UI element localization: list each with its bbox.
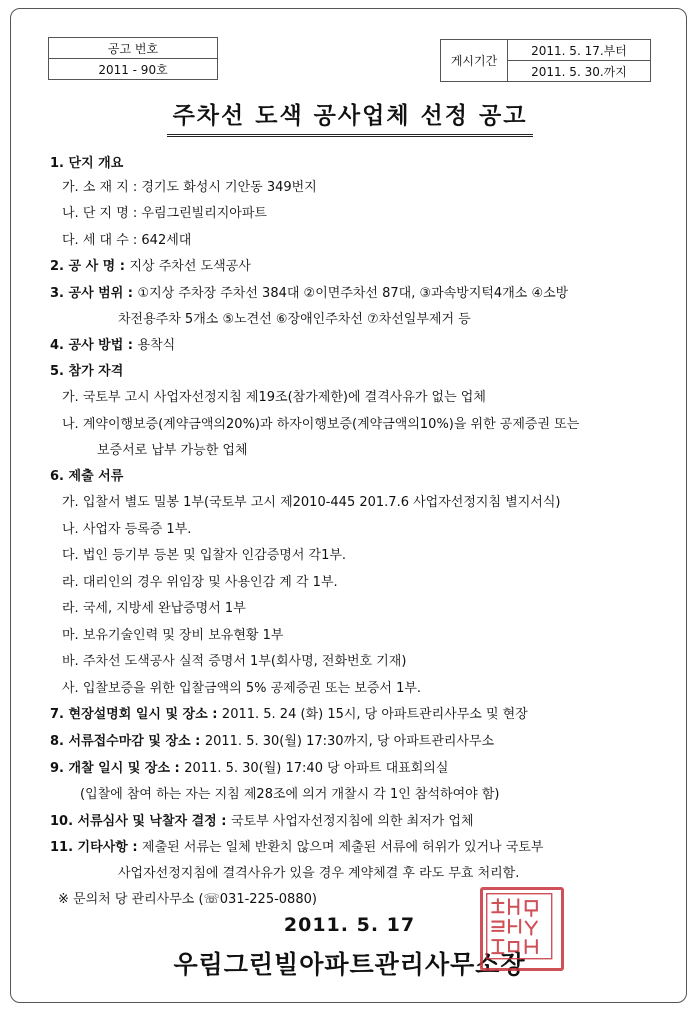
document-item: 마. 보유기술인력 및 장비 보유현황 1부	[62, 628, 284, 643]
section-10-line	[50, 813, 474, 831]
scope-line-1: ①지상 주차장 주차선 384대 ②이면주차선 87대, ③과속방지턱4개소 ④소방	[137, 286, 569, 301]
site-address: 가. 소 재 지 : 경기도 화성시 기안동 349번지	[62, 180, 317, 195]
qualification-a: 가. 국토부 고시 사업자선정지침 제19조(참가제한)에 결격사유가 없는 업체	[62, 390, 486, 405]
section-5-heading: 5. 참가 자격	[50, 364, 124, 379]
section-7-heading: 7. 현장설명회 일시 및 장소 :	[50, 707, 222, 722]
qualification-b-line-1: 나. 계약이행보증(계약금액의20%)과 하자이행보증(계약금액의10%)을 위한 공제증권 또는	[62, 417, 580, 432]
selection-method: 국토부 사업자선정지침에 의한 최저가 업체	[230, 814, 474, 829]
section-8-heading: 8. 서류접수마감 및 장소 :	[50, 734, 205, 749]
section-2-line	[50, 258, 251, 276]
section-2-heading: 2. 공 사 명 :	[50, 259, 130, 274]
section-11-line	[50, 839, 543, 857]
page-title: 주차선 도색 공사업체 선정 공고	[167, 97, 534, 137]
section-6-heading: 6. 제출 서류	[50, 469, 124, 484]
section-8-line	[50, 733, 494, 751]
construction-method: 용착식	[137, 338, 176, 353]
complex-name: 나. 단 지 명 : 우림그린빌리지아파트	[62, 206, 267, 221]
announcement-date: 2011. 5. 17	[283, 914, 416, 936]
posting-period-box	[440, 39, 651, 82]
posting-period-end: 2011. 5. 30.까지	[508, 61, 651, 82]
notice-number-label: 공고 번호	[49, 38, 218, 59]
document-item: 라. 국세, 지방세 완납증명서 1부	[62, 601, 246, 616]
document-item: 나. 사업자 등록증 1부.	[62, 522, 192, 537]
document-item: 바. 주차선 도색공사 실적 증명서 1부(회사명, 전화번호 기재)	[62, 654, 407, 669]
section-9-heading: 9. 개찰 일시 및 장소 :	[50, 761, 185, 776]
submission-deadline-info: 2011. 5. 30(월) 17:30까지, 당 아파트관리사무소	[204, 734, 495, 749]
official-seal	[480, 887, 564, 971]
document-item: 가. 입찰서 별도 밀봉 1부(국토부 고시 제2010-445 201.7.6 사업자선정지침 별지서식)	[62, 495, 561, 510]
section-3-line	[50, 285, 568, 303]
document-item: 다. 법인 등기부 등본 및 입찰자 인감증명서 각1부.	[62, 548, 347, 563]
section-9-line	[50, 760, 448, 778]
document-item: 라. 대리인의 경우 위임장 및 사용인감 계 각 1부.	[62, 575, 338, 590]
site-briefing-info: 2011. 5. 24 (화) 15시, 당 아파트관리사무소 및 현장	[221, 707, 528, 722]
notice-number-box	[48, 37, 218, 80]
bid-opening-note: (입찰에 참여 하는 자는 지침 제28조에 의거 개찰시 각 1인 참석하여야 함)	[80, 787, 500, 802]
section-7-line	[50, 706, 528, 724]
posting-period-label: 게시기간	[441, 40, 508, 82]
notice-number-value: 2011 - 90호	[49, 59, 218, 80]
section-4-heading: 4. 공사 방법 :	[50, 338, 138, 353]
document-item: 사. 입찰보증을 위한 입찰금액의 5% 공제증권 또는 보증서 1부.	[62, 681, 422, 696]
project-name: 지상 주차선 도색공사	[129, 259, 251, 274]
section-1-heading: 1. 단지 개요	[50, 156, 124, 171]
contact-info: ※ 문의처 당 관리사무소 (☏031-225-0880)	[58, 892, 317, 907]
issuer-name: 우림그린빌아파트관리사무소장	[173, 950, 526, 979]
section-3-heading: 3. 공사 범위 :	[50, 286, 138, 301]
scope-line-2: 차전용주차 5개소 ⑤노견선 ⑥장애인주차선 ⑦차선일부제거 등	[118, 312, 471, 327]
section-4-line	[50, 337, 175, 355]
other-notes-line-2: 사업자선정지침에 결격사유가 있을 경우 계약체결 후 라도 무효 처리함.	[118, 866, 520, 881]
section-10-heading: 10. 서류심사 및 낙찰자 결정 :	[50, 814, 231, 829]
posting-period-start: 2011. 5. 17.부터	[508, 40, 651, 61]
household-count: 다. 세 대 수 : 642세대	[62, 233, 192, 248]
section-11-heading: 11. 기타사항 :	[50, 840, 143, 855]
official-seal-graphic	[483, 890, 561, 968]
qualification-b-line-2: 보증서로 납부 가능한 업체	[97, 443, 248, 458]
bid-opening-info: 2011. 5. 30(월) 17:40 당 아파트 대표회의실	[184, 761, 449, 776]
title-wrap	[130, 97, 570, 137]
other-notes-line-1: 제출된 서류는 일체 반환치 않으며 제출된 서류에 허위가 있거나 국토부	[142, 840, 544, 855]
